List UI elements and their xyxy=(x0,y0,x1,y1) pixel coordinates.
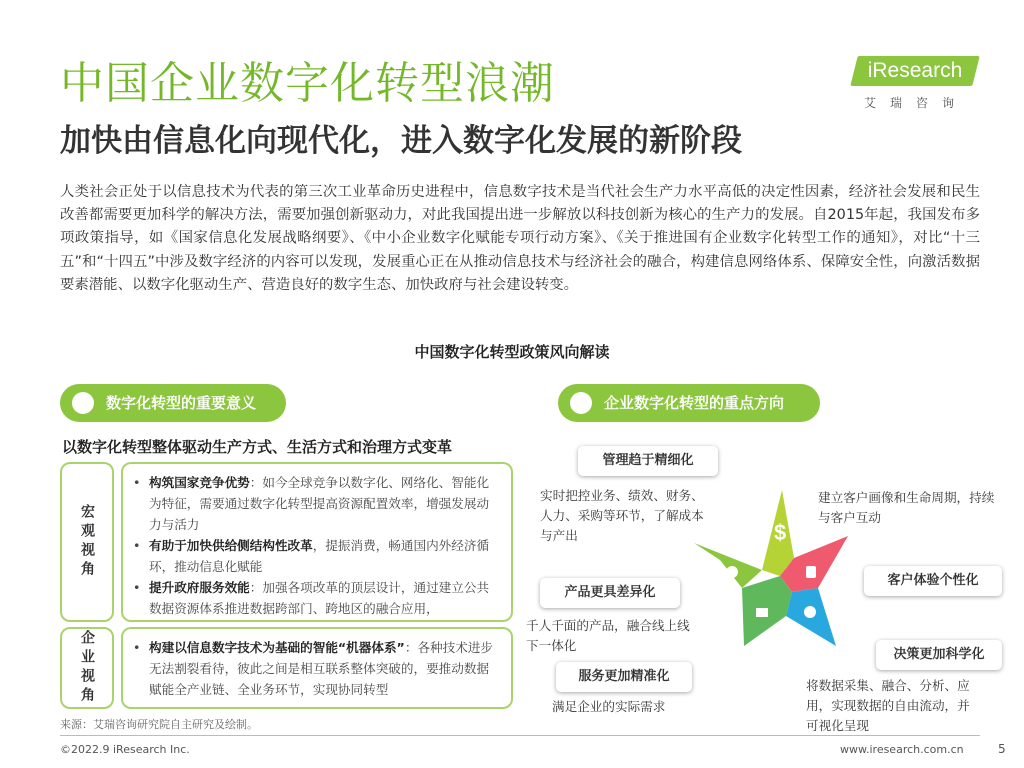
tag-customer: 客户体验个性化 xyxy=(864,566,1002,596)
page-subtitle: 加快由信息化向现代化，进入数字化发展的新阶段 xyxy=(60,123,742,159)
desc-product: 千人千面的产品，融合线上线下一体化 xyxy=(526,618,690,653)
logo-text-cn: 艾瑞咨询 xyxy=(864,96,969,110)
desc-service: 满足企业的实际需求 xyxy=(552,699,666,714)
clock-icon xyxy=(726,566,738,578)
desc-management: 实时把控业务、绩效、财务、人力、采购等环节，了解成本与产出 xyxy=(540,488,704,543)
tag-service: 服务更加精准化 xyxy=(556,662,692,692)
page-title: 中国企业数字化转型浪潮 xyxy=(60,58,555,109)
tag-product: 产品更具差异化 xyxy=(540,578,680,608)
location-pin-icon xyxy=(804,606,816,618)
tag-decision: 决策更加科学化 xyxy=(876,640,1002,670)
list-item: • 提升政府服务效能：加强各项改革的顶层设计，通过建立公共数据资源体系推进数据跨部门、跨地区的融合应用， xyxy=(131,577,501,619)
macro-label: 宏观视角 xyxy=(79,504,95,580)
page-number: 5 xyxy=(998,742,1006,756)
thumbs-up-icon xyxy=(806,566,816,578)
enterprise-label: 企业视角 xyxy=(79,630,95,706)
importance-pill-label: 数字化转型的重要意义 xyxy=(106,394,257,412)
bullet-icon: • xyxy=(133,475,141,490)
desc-customer: 建立客户画像和生命周期，持续与客户互动 xyxy=(818,490,995,525)
intro-paragraph: 人类社会正处于以信息技术为代表的第三次工业革命历史进程中，信息数字技术是当代社会生产力水平高低的决定性因素，经济社会发展和民生改善都需要更加科学的解决方法，需要加强创新驱动力，对此我国提出进一步解放以科技创新为核心的生产力的发展。自2015年起，我国发布多项政策指导，如《国家信息化发展战略纲要》、《中小企业数字化赋能专项行动方案》、《关于推进国有企业数字化转型工作的通知》，对比“十三五”和“十四五”中涉及数字经济的内容可以发现，发展重心正在从推动信息技术与经济社会的融合，构建信息网络体系、保障安全性，向激活数据要素潜能、以数字化驱动生产、营造良好的数字生态、加快政府与社会建设转变。 xyxy=(60,184,980,293)
bullet-icon: • xyxy=(133,580,141,595)
website-url: www.iresearch.com.cn xyxy=(840,743,964,756)
tag-management: 管理趋于精细化 xyxy=(578,446,718,476)
star-segment-top-left xyxy=(694,543,762,588)
direction-pill-label: 企业数字化转型的重点方向 xyxy=(604,394,785,412)
list-item: • 有助于加快供给侧结构性改革，提振消费，畅通国内外经济循环，推动信息化赋能 xyxy=(131,535,501,577)
bullet-icon: • xyxy=(133,538,141,553)
section-heading: 中国数字化转型政策风向解读 xyxy=(414,343,610,361)
logo-text-en: iResearch xyxy=(867,59,963,82)
bullet-icon: • xyxy=(133,640,141,655)
copyright: ©2022.9 iResearch Inc. xyxy=(60,743,190,756)
list-item: • 构筑国家竞争优势：如今全球竞争以数字化、网络化、智能化为特征，需要通过数字化转型提高资源配置效率，增强发展动力与活力 xyxy=(131,472,501,535)
footer-divider xyxy=(60,735,980,736)
list-item: • 构建以信息数字技术为基础的智能“机器体系”：各种技术进步无法割裂看待，彼此之间是相互联系整体突破的，要推动数据赋能全产业链、全业务环节，实现协同转型 xyxy=(131,637,501,700)
dollar-icon: $ xyxy=(774,520,787,545)
importance-heading: 以数字化转型整体驱动生产方式、生活方式和治理方式变革 xyxy=(62,438,453,456)
flag-icon xyxy=(756,608,768,617)
desc-decision: 将数据采集、融合、分析、应用，实现数据的自由流动，并可视化呈现 xyxy=(806,678,970,733)
source-note: 来源：艾瑞咨询研究院自主研究及绘制。 xyxy=(60,718,258,731)
